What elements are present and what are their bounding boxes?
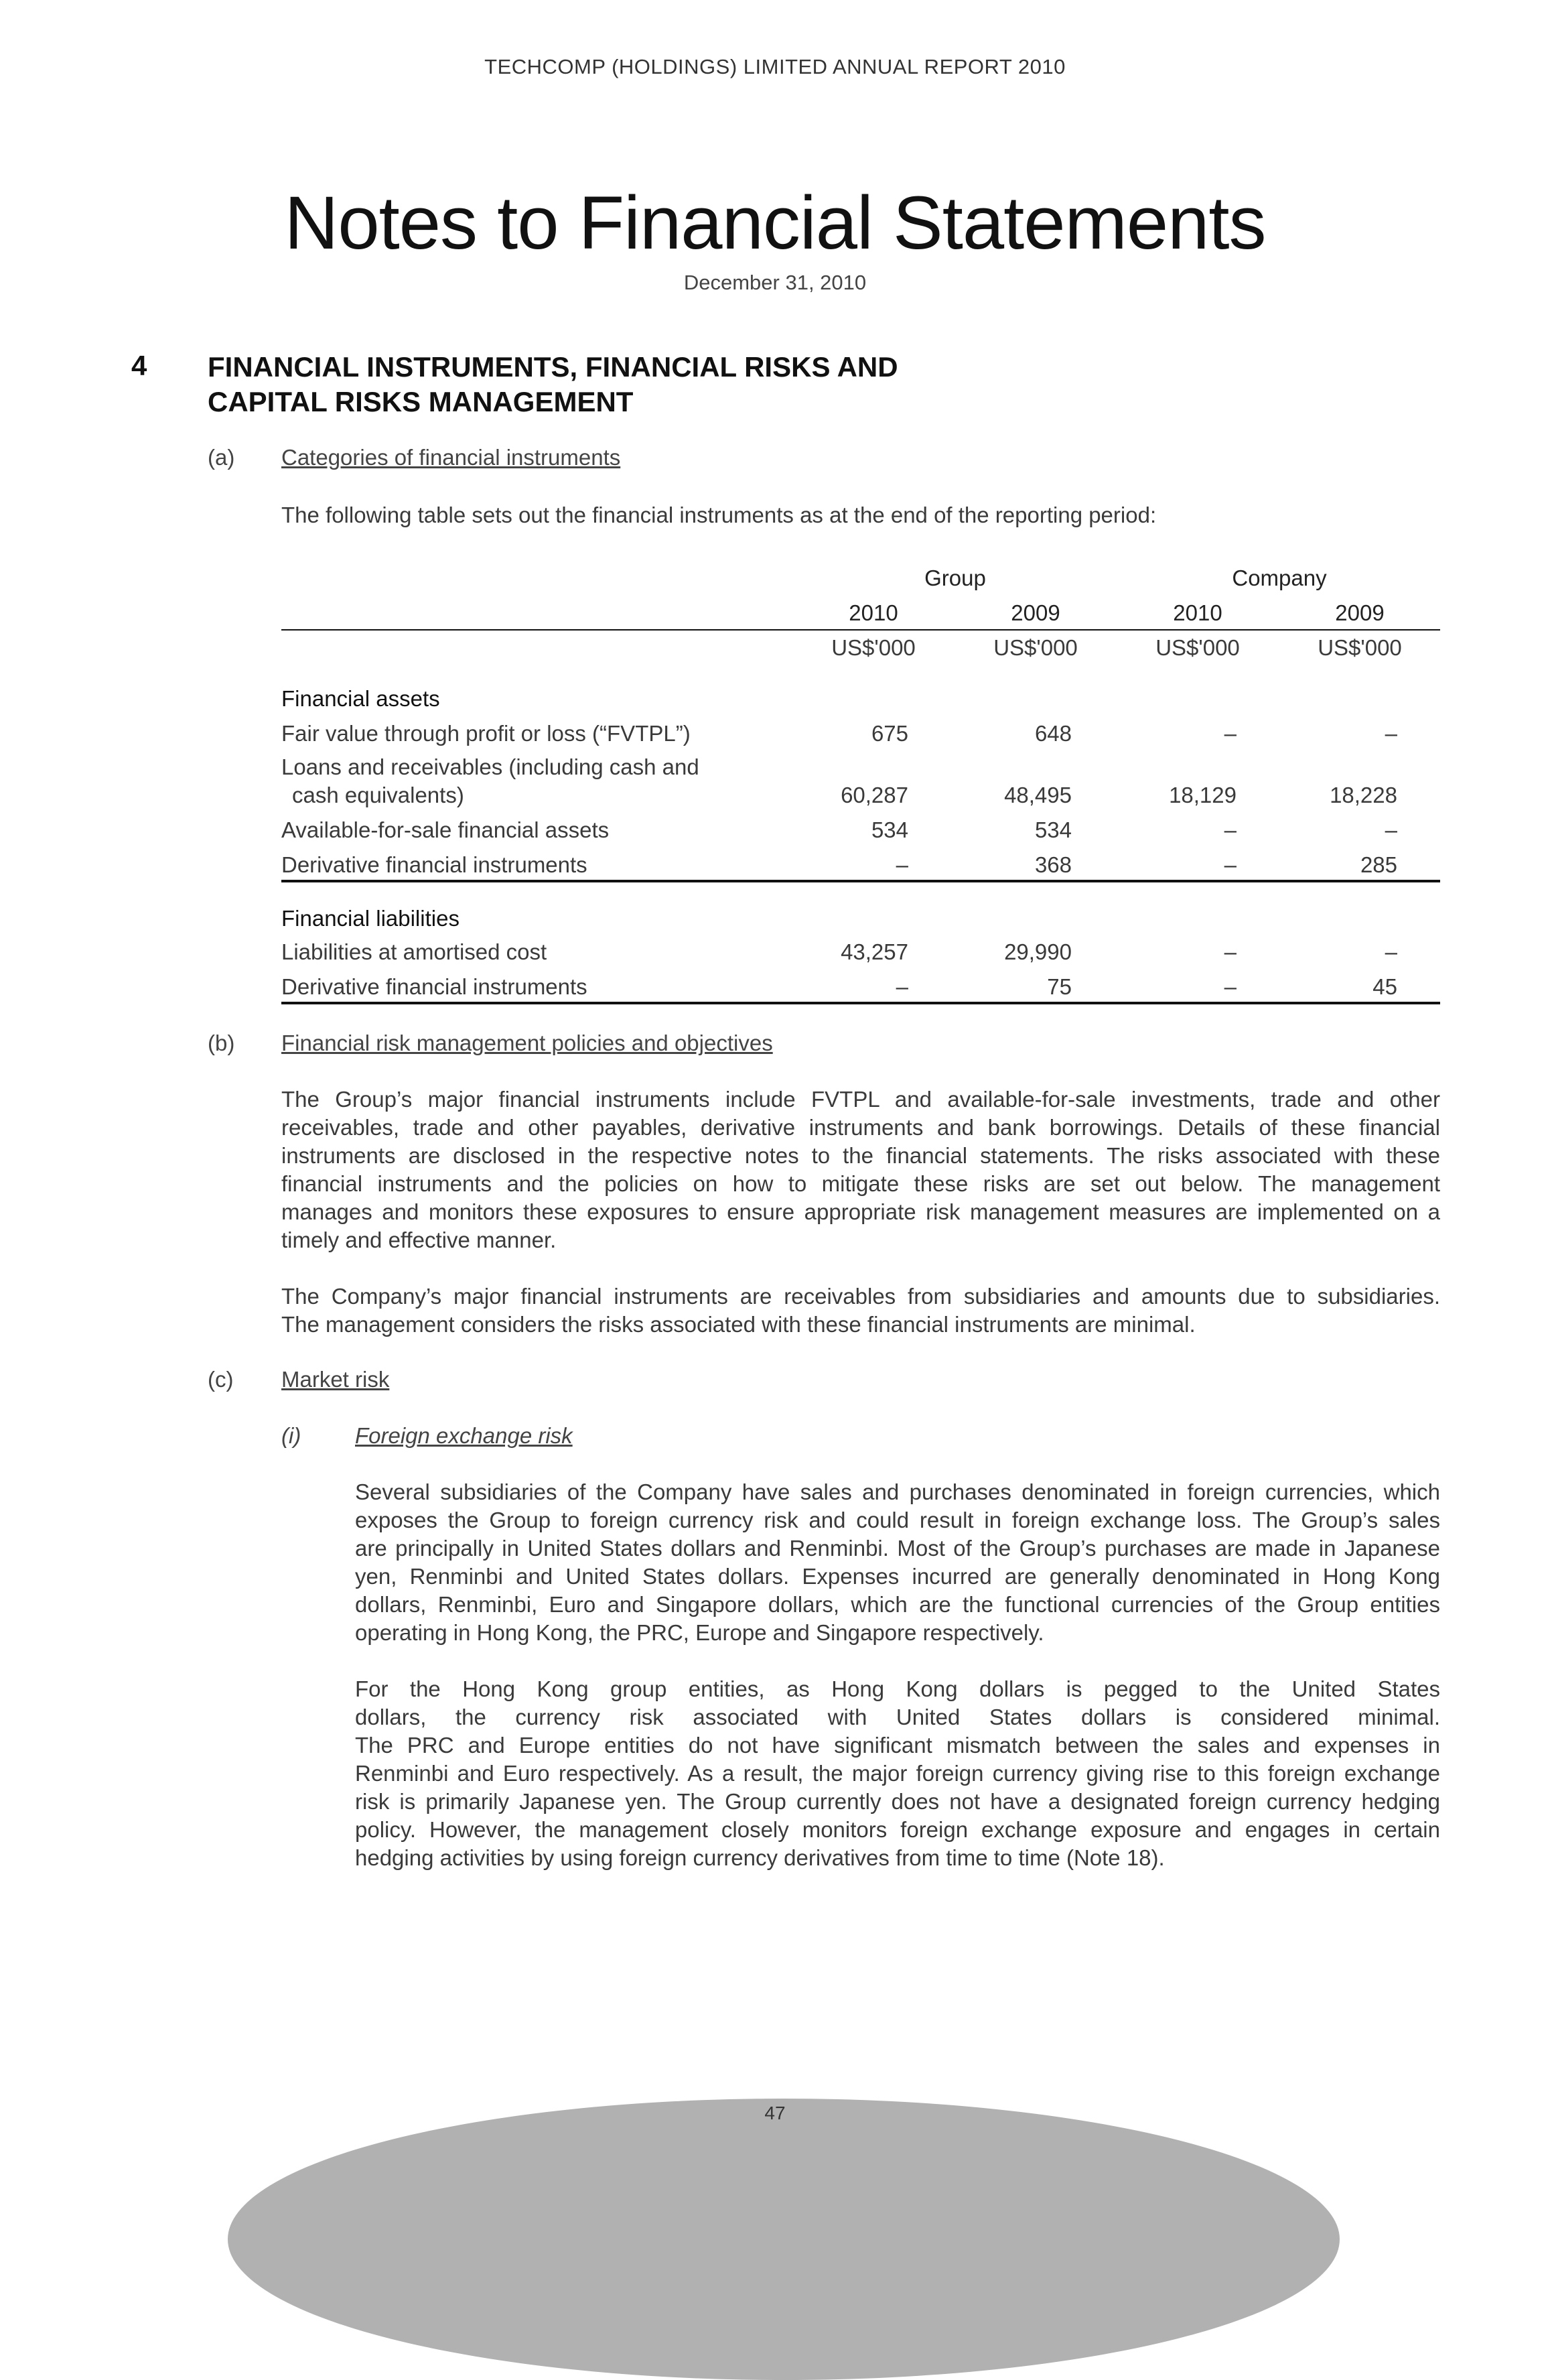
paragraph-line: receivables, trade and other payables, derivative instruments and bank borrowings. Details of these financial bbox=[281, 1115, 1440, 1140]
page-number: 47 bbox=[764, 2103, 786, 2123]
table-row-label: Loans and receivables (including cash and bbox=[281, 754, 699, 779]
paragraph-line: manages and monitors these exposures to ensure appropriate risk management measures are implemented on a bbox=[281, 1199, 1440, 1224]
paragraph-line: timely and effective manner. bbox=[281, 1228, 557, 1252]
page-date: December 31, 2010 bbox=[683, 271, 867, 294]
table-cell: – bbox=[1385, 721, 1397, 746]
paragraph-line: are principally in United States dollars and Renminbi. Most of the Group’s purchases are made in Japanese bbox=[355, 1536, 1440, 1561]
paragraph-line: The Company’s major financial instruments are receivables from subsidiaries and amounts due to subsidiaries. bbox=[281, 1284, 1440, 1309]
subsection-c-i-title: Foreign exchange risk bbox=[355, 1423, 573, 1448]
table-cell: 534 bbox=[1034, 817, 1072, 842]
subsection-c-title: Market risk bbox=[281, 1367, 390, 1392]
table-row-label: Liabilities at amortised cost bbox=[281, 939, 547, 964]
year-header: 2010 bbox=[1173, 600, 1222, 625]
year-header: 2009 bbox=[1011, 600, 1060, 625]
table-cell: 75 bbox=[1047, 974, 1072, 999]
fx-risk-paragraph-1 bbox=[355, 1478, 1440, 1647]
table-cell: 534 bbox=[871, 817, 908, 842]
year-header: 2010 bbox=[849, 600, 898, 625]
fx-risk-paragraph-2 bbox=[355, 1675, 1440, 1872]
table-intro: The following table sets out the financial instruments as at the end of the reporting period: bbox=[281, 503, 1157, 527]
table-cell: – bbox=[1224, 974, 1237, 999]
paragraph-line: The management considers the risks associated with these financial instruments are minimal. bbox=[281, 1312, 1196, 1337]
unit-header: US$'000 bbox=[1155, 635, 1240, 660]
table-cell: – bbox=[1224, 817, 1237, 842]
financial-assets-heading: Financial assets bbox=[281, 686, 440, 711]
subsection-c-letter: (c) bbox=[208, 1367, 234, 1392]
table-cell: – bbox=[1385, 817, 1397, 842]
subsection-a-title: Categories of financial instruments bbox=[281, 445, 621, 470]
group-column-header: Group bbox=[924, 566, 986, 590]
unit-header: US$'000 bbox=[831, 635, 916, 660]
table-cell: 368 bbox=[1034, 852, 1072, 877]
paragraph-line: policy. However, the management closely monitors foreign exchange exposure and engages in certain bbox=[355, 1817, 1440, 1842]
table-cell: – bbox=[1224, 721, 1237, 746]
table-cell: 48,495 bbox=[1004, 783, 1072, 807]
table-cell: 29,990 bbox=[1004, 939, 1072, 964]
table-cell: – bbox=[896, 974, 908, 999]
unit-header: US$'000 bbox=[1318, 635, 1402, 660]
company-column-header: Company bbox=[1232, 566, 1327, 590]
year-header: 2009 bbox=[1335, 600, 1385, 625]
paragraph-line: financial instruments and the policies on how to mitigate these risks are set out below. The management bbox=[281, 1171, 1440, 1196]
paragraph-line: risk is primarily Japanese yen. The Group currently does not have a designated foreign currency hedging bbox=[355, 1789, 1440, 1814]
subsection-b-letter: (b) bbox=[208, 1031, 235, 1055]
table-row-label: Derivative financial instruments bbox=[281, 974, 587, 999]
section-title-line-1: FINANCIAL INSTRUMENTS, FINANCIAL RISKS AND bbox=[208, 351, 898, 383]
footer-band bbox=[228, 2099, 1340, 2380]
table-cell: 648 bbox=[1034, 721, 1072, 746]
subsection-a-letter: (a) bbox=[208, 445, 235, 470]
page-title: Notes to Financial Statements bbox=[284, 181, 1266, 265]
paragraph-line: For the Hong Kong group entities, as Hong Kong dollars is pegged to the United States bbox=[355, 1676, 1440, 1701]
table-cell: 45 bbox=[1372, 974, 1397, 999]
table-row-label-continuation: cash equivalents) bbox=[292, 783, 464, 807]
table-row-label: Derivative financial instruments bbox=[281, 852, 587, 877]
paragraph-line: dollars, the currency risk associated with United States dollars is considered minimal. bbox=[355, 1705, 1440, 1729]
section-title bbox=[208, 350, 898, 419]
paragraph-line: instruments are disclosed in the respective notes to the financial statements. The risks associated with these bbox=[281, 1143, 1440, 1168]
table-cell: – bbox=[1224, 939, 1237, 964]
paragraph-line: yen, Renminbi and United States dollars. Expenses incurred are generally denominated in Hong Kong bbox=[355, 1564, 1440, 1589]
table-cell: – bbox=[1385, 939, 1397, 964]
financial-liabilities-heading: Financial liabilities bbox=[281, 906, 460, 931]
paragraph-line: The Group’s major financial instruments include FVTPL and available-for-sale investments, trade and other bbox=[281, 1087, 1440, 1112]
table-cell: – bbox=[896, 852, 908, 877]
unit-header: US$'000 bbox=[993, 635, 1078, 660]
section-title-line-2: CAPITAL RISKS MANAGEMENT bbox=[208, 386, 634, 417]
paragraph-line: The PRC and Europe entities do not have significant mismatch between the sales and expenses in bbox=[355, 1733, 1440, 1758]
paragraph-line: exposes the Group to foreign currency risk and could result in foreign exchange loss. The Group’s sales bbox=[355, 1508, 1440, 1532]
table-row-label: Fair value through profit or loss (“FVTPL”) bbox=[281, 721, 691, 746]
paragraph-line: dollars, Renminbi, Euro and Singapore dollars, which are the functional currencies of the Group entities bbox=[355, 1592, 1440, 1617]
table-cell: 60,287 bbox=[841, 783, 908, 807]
section-number: 4 bbox=[131, 350, 147, 381]
paragraph-line: Renminbi and Euro respectively. As a result, the major foreign currency giving rise to this foreign exchange bbox=[355, 1761, 1440, 1786]
assets-total-rule bbox=[281, 880, 1440, 882]
table-cell: 18,228 bbox=[1330, 783, 1397, 807]
table-cell: – bbox=[1224, 852, 1237, 877]
table-cell: 675 bbox=[871, 721, 908, 746]
paragraph-line: Several subsidiaries of the Company have sales and purchases denominated in foreign currencies, which bbox=[355, 1479, 1440, 1504]
table-cell: 285 bbox=[1360, 852, 1397, 877]
running-header: TECHCOMP (HOLDINGS) LIMITED ANNUAL REPORT 2010 bbox=[484, 55, 1066, 78]
risk-policy-paragraph-1 bbox=[281, 1085, 1440, 1254]
liabilities-total-rule bbox=[281, 1002, 1440, 1004]
table-cell: 43,257 bbox=[841, 939, 908, 964]
paragraph-line: hedging activities by using foreign currency derivatives from time to time (Note 18). bbox=[355, 1845, 1165, 1870]
subsection-c-i-numeral: (i) bbox=[281, 1423, 301, 1448]
risk-policy-paragraph-2 bbox=[281, 1282, 1440, 1339]
subsection-b-title: Financial risk management policies and objectives bbox=[281, 1031, 773, 1055]
table-row-label: Available-for-sale financial assets bbox=[281, 817, 610, 842]
table-cell: 18,129 bbox=[1169, 783, 1237, 807]
table-header-rule bbox=[281, 629, 1440, 631]
paragraph-line: operating in Hong Kong, the PRC, Europe and Singapore respectively. bbox=[355, 1620, 1044, 1645]
